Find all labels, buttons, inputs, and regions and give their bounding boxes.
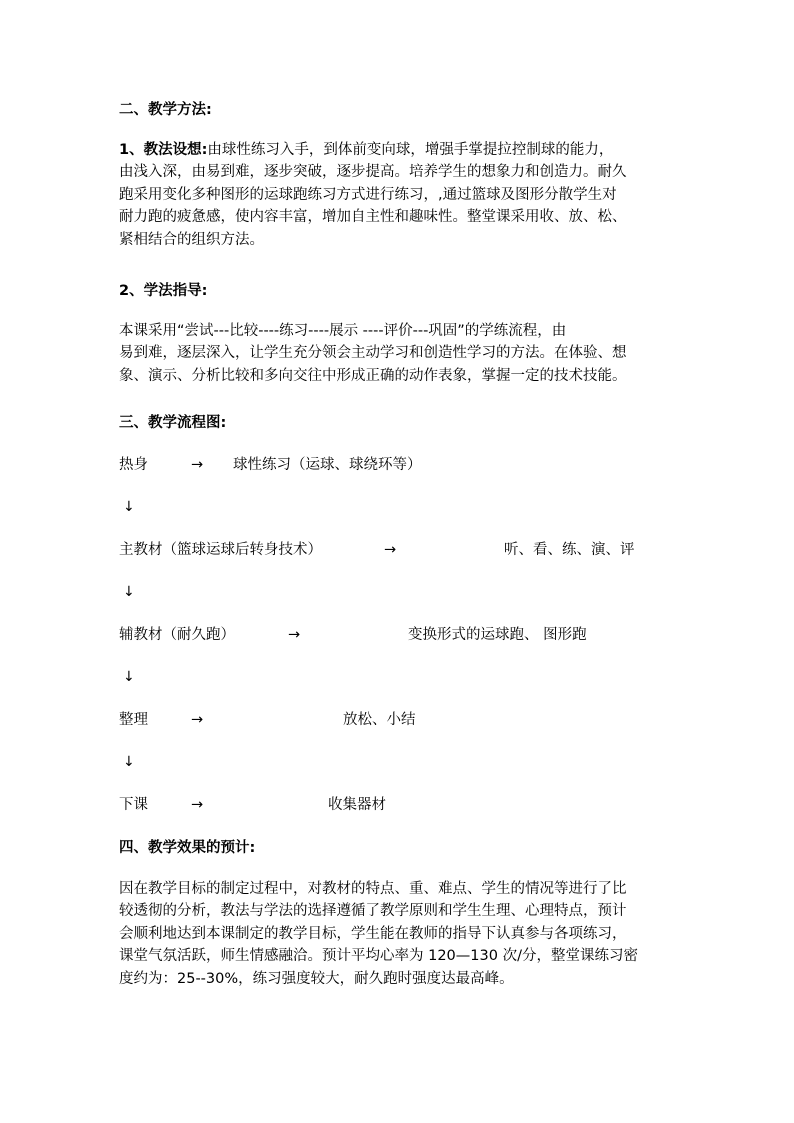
flow-down-arrow-4: ↓ [123,754,135,770]
flow-step-2-label: 主教材（篮球运球后转身技术） [119,542,322,558]
section-4-heading: 四、教学效果的预计: [119,840,256,856]
teaching-design-line-3: 跑采用变化多种图形的运球跑练习方式进行练习，,通过篮球及图形分散学生对 [119,186,617,203]
flow-step-5-label: 下课 [119,797,148,813]
teaching-design-line-4: 耐力跑的疲惫感，使内容丰富，增加自主性和趣味性。整堂课采用收、放、松、 [119,209,627,226]
flow-step-1-arrow: → [191,457,204,473]
section-2-heading: 二、教学方法: [119,102,212,118]
teaching-design-line-2: 由浅入深，由易到难，逐步突破，逐步提高。培养学生的想象力和创造力。耐久 [119,164,627,181]
expected-effect-line-3: 会顺利地达到本课制定的教学目标，学生能在教师的指导下认真参与各项练习， [119,925,627,942]
learning-guide-heading: 2、学法指导: [119,283,208,299]
learning-guide-paragraph [119,320,689,387]
teaching-design-line-5: 紧相结合的组织方法。 [119,231,264,248]
teaching-design-text-1: 由球性练习入手，到体前变向球，增强手掌提拉控制球的能力， [207,142,614,158]
expected-effect-line-2: 较透彻的分析，教法与学法的选择遵循了教学原则和学生生理、心理特点，预计 [119,903,627,920]
flow-step-2-content: 听、看、练、演、评 [504,542,635,558]
teaching-design-line-1 [119,139,689,161]
flow-down-arrow-2: ↓ [123,584,135,600]
expected-effect-line-4: 课堂气氛活跃，师生情感融洽。预计平均心率为 120—130 次/分，整堂课练习密 [119,948,638,965]
flow-step-4-label: 整理 [119,712,148,728]
learning-guide-line-1: 本课采用“尝试---比较----练习----展示 ----评价---巩固”的学练流程，由 [119,323,567,339]
expected-effect-line-5: 度约为：25--30%，练习强度较大，耐久跑时强度达最高峰。 [119,970,514,987]
flow-step-5-arrow: → [191,797,204,813]
flow-step-3-label: 辅教材（耐久跑） [119,627,235,643]
flow-step-1-content: 球性练习（运球、球绕环等） [233,457,422,473]
learning-guide-line-2: 易到难，逐层深入，让学生充分领会主动学习和创造性学习的方法。在体验、想 [119,345,627,362]
flow-step-1-label: 热身 [119,457,148,473]
flow-step-4-arrow: → [191,712,204,728]
learning-guide-line-3: 象、演示、分析比较和多向交往中形成正确的动作表象，掌握一定的技术技能。 [119,367,627,384]
flow-down-arrow-3: ↓ [123,669,135,685]
teaching-design-label: 1、教法设想: [119,142,208,158]
expected-effect-paragraph [119,878,689,990]
flow-down-arrow-1: ↓ [123,499,135,515]
section-3-heading: 三、教学流程图: [119,415,227,431]
flow-step-4-content: 放松、小结 [343,712,416,728]
flow-step-2-arrow: → [384,542,397,558]
teaching-design-paragraph [119,139,689,251]
flow-step-3-content: 变换形式的运球跑、 图形跑 [408,627,587,643]
flow-step-3-arrow: → [288,627,301,643]
expected-effect-line-1: 因在教学目标的制定过程中，对教材的特点、重、难点、学生的情况等进行了比 [119,881,627,897]
flow-step-5-content: 收集器材 [328,797,386,813]
